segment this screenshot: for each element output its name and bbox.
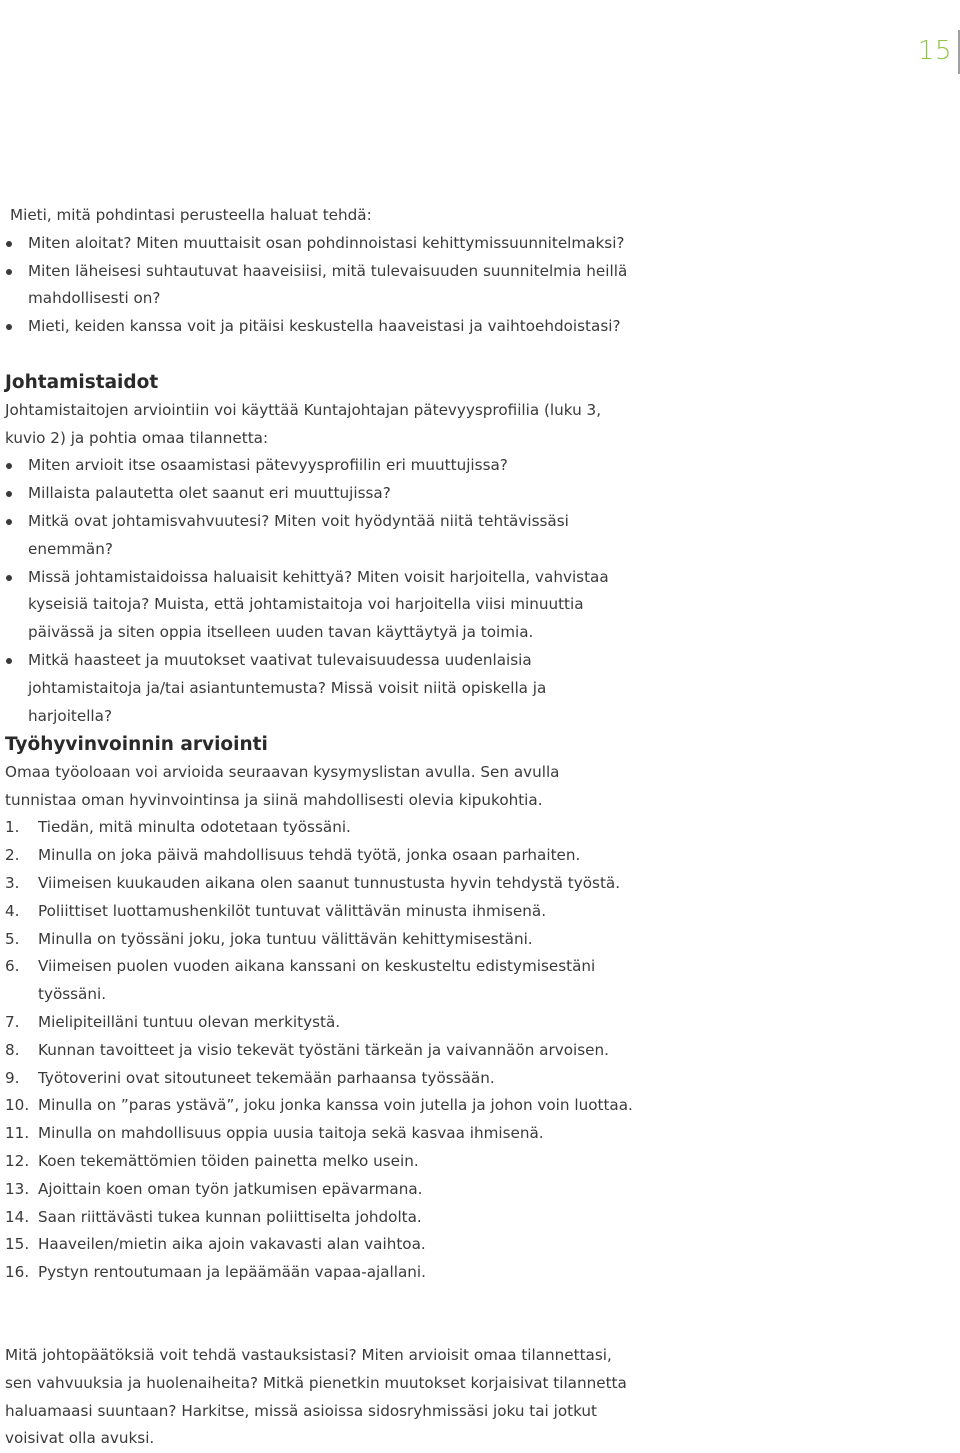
questionnaire-item	[5, 1204, 635, 1232]
questionnaire-item	[5, 870, 635, 898]
list-item: Miten aloitat? Miten muuttaisit osan pohdinnoistasi kehittymissuunnitelmaksi?	[5, 230, 635, 258]
list-item: Missä johtamistaidoissa haluaisit kehittyä? Miten voisit harjoitella, vahvistaa kyseisiä taitoja? Muista, että johtamistaitoja voi harjoitella viisi minuuttia päivässä ja siten oppia itselleen uuden tavan käyttäytyä ja toimia.	[5, 564, 635, 647]
item-number: 3.	[5, 873, 20, 892]
item-number: 2.	[5, 846, 20, 865]
item-number: 16.	[5, 1263, 30, 1282]
wellbeing-heading: Työhyvinvoinnin arviointi	[5, 734, 268, 755]
item-number: 7.	[5, 1012, 20, 1031]
questionnaire-item	[5, 1037, 635, 1065]
item-text: Viimeisen puolen vuoden aikana kanssani on keskusteltu edistymisestäni työssäni.	[38, 957, 596, 1004]
list-item: Millaista palautetta olet saanut eri muuttujissa?	[5, 480, 635, 508]
questionnaire-item	[5, 926, 635, 954]
item-text: Koen tekemättömien töiden painetta melko usein.	[38, 1151, 419, 1170]
conclusion-section	[5, 1342, 635, 1453]
questionnaire-item	[5, 1009, 635, 1037]
item-number: 1.	[5, 818, 20, 837]
item-text: Minulla on mahdollisuus oppia uusia taitoja sekä kasvaa ihmisenä.	[38, 1124, 544, 1143]
item-text: Ajoittain koen oman työn jatkumisen epävarmana.	[38, 1179, 423, 1198]
reflection-section	[5, 202, 635, 341]
item-text: Työtoverini ovat sitoutuneet tekemään parhaansa työssään.	[38, 1068, 495, 1087]
reflection-list	[5, 230, 635, 341]
item-text: Tiedän, mitä minulta odotetaan työssäni.	[38, 818, 351, 837]
list-item: Mitkä ovat johtamisvahvuutesi? Miten voit hyödyntää niitä tehtävissäsi enemmän?	[5, 508, 635, 564]
item-number: 15.	[5, 1235, 30, 1254]
list-item: Mitkä haasteet ja muutokset vaativat tulevaisuudessa uudenlaisia johtamistaitoja ja/tai asiantuntemusta? Missä voisit niitä opiskella ja harjoitella?	[5, 647, 635, 730]
questionnaire-item	[5, 1148, 635, 1176]
leadership-lead: Johtamistaitojen arviointiin voi käyttää Kuntajohtajan pätevyysprofiilia (luku 3, kuvio 2) ja pohtia omaa tilannetta:	[5, 400, 602, 447]
wellbeing-questionnaire	[5, 814, 635, 1287]
item-number: 12.	[5, 1151, 30, 1170]
item-number: 10.	[5, 1096, 30, 1115]
item-number: 8.	[5, 1040, 20, 1059]
item-text: Minulla on joka päivä mahdollisuus tehdä työtä, jonka osaan parhaiten.	[38, 846, 581, 865]
item-text: Saan riittävästi tukea kunnan poliittiselta johdolta.	[38, 1207, 422, 1226]
item-number: 9.	[5, 1068, 20, 1087]
item-number: 5.	[5, 929, 20, 948]
wellbeing-section	[5, 731, 635, 1287]
conclusion-text: Mitä johtopäätöksiä voit tehdä vastauksistasi? Miten arvioisit omaa tilannettasi, sen vahvuuksia ja huolenaiheita? Mitkä pienetkin muutokset korjaisivat tilannetta haluamaasi suuntaan? Harkitse, missä asioissa sidosryhmissäsi joku tai jotkut voisivat olla avuksi.	[5, 1346, 627, 1448]
leadership-list	[5, 452, 635, 730]
item-text: Minulla on työssäni joku, joka tuntuu välittävän kehittymisestäni.	[38, 929, 533, 948]
item-text: Poliittiset luottamushenkilöt tuntuvat välittävän minusta ihmisenä.	[38, 901, 547, 920]
item-number: 14.	[5, 1207, 30, 1226]
list-item: Miten arvioit itse osaamistasi pätevyysprofiilin eri muuttujissa?	[5, 452, 635, 480]
questionnaire-item	[5, 1092, 635, 1120]
item-number: 4.	[5, 901, 20, 920]
item-text: Haaveilen/mietin aika ajoin vakavasti alan vaihtoa.	[38, 1235, 426, 1254]
list-item: Mieti, keiden kanssa voit ja pitäisi keskustella haaveistasi ja vaihtoehdoistasi?	[5, 313, 635, 341]
item-text: Minulla on ”paras ystävä”, joku jonka kanssa voin jutella ja johon voin luottaa.	[38, 1096, 633, 1115]
item-text: Viimeisen kuukauden aikana olen saanut tunnustusta hyvin tehdystä työstä.	[38, 873, 621, 892]
page-number: 15	[917, 36, 952, 66]
reflection-lead: Mieti, mitä pohdintasi perusteella haluat tehdä:	[10, 206, 372, 224]
questionnaire-item	[5, 1120, 635, 1148]
questionnaire-item	[5, 898, 635, 926]
list-item: Miten läheisesi suhtautuvat haaveisiisi, mitä tulevaisuuden suunnitelmia heillä mahdollisesti on?	[5, 258, 635, 314]
questionnaire-item	[5, 1065, 635, 1093]
leadership-heading: Johtamistaidot	[5, 372, 159, 393]
questionnaire-item	[5, 814, 635, 842]
item-number: 11.	[5, 1124, 30, 1143]
questionnaire-item	[5, 953, 635, 1009]
item-text: Kunnan tavoitteet ja visio tekevät työstäni tärkeän ja vaivannäön arvoisen.	[38, 1040, 609, 1059]
questionnaire-item	[5, 1259, 635, 1287]
item-number: 6.	[5, 957, 20, 976]
questionnaire-item	[5, 1176, 635, 1204]
leadership-section	[5, 369, 635, 730]
questionnaire-item	[5, 842, 635, 870]
item-text: Pystyn rentoutumaan ja lepäämään vapaa-ajallani.	[38, 1263, 426, 1282]
item-number: 13.	[5, 1179, 30, 1198]
questionnaire-item	[5, 1231, 635, 1259]
wellbeing-lead: Omaa työoloaan voi arvioida seuraavan kysymyslistan avulla. Sen avulla tunnistaa oman hyvinvointinsa ja siinä mahdollisesti olevia kipukohtia.	[5, 762, 560, 809]
item-text: Mielipiteilläni tuntuu olevan merkitystä.	[38, 1012, 341, 1031]
